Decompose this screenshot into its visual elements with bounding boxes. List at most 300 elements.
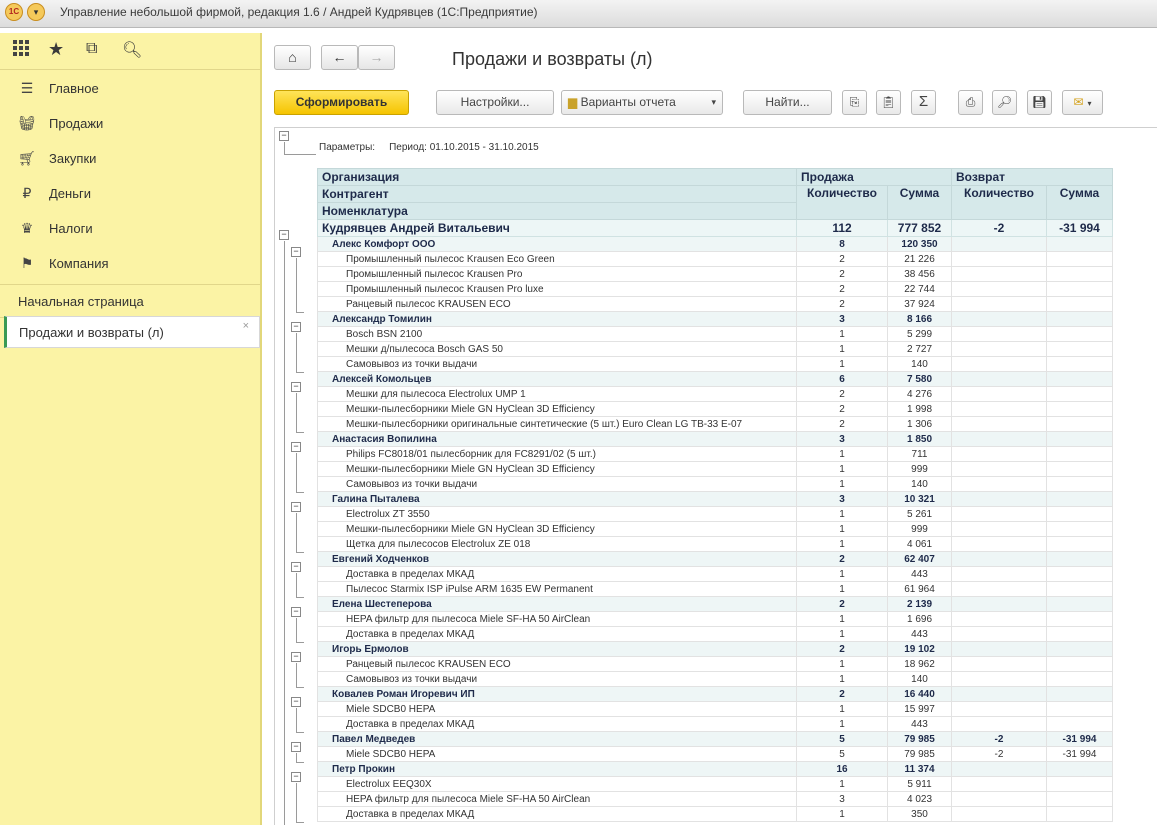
cell-sale-sum: 19 102 [888, 642, 952, 657]
settings-button[interactable]: Настройки... [436, 90, 554, 115]
cell-name: Philips FC8018/01 пылесборник для FC8291/02 (5 шт.) [318, 447, 797, 462]
print-button[interactable] [958, 90, 983, 115]
folder-icon: ▆ [568, 95, 578, 109]
cell-return-qty [952, 522, 1047, 537]
cell-name: Пылесос Starmix ISP iPulse ARM 1635 EW Permanent [318, 582, 797, 597]
cell-name: Петр Прокин [318, 762, 797, 777]
tree-line [296, 732, 304, 733]
cell-sale-sum: 2 139 [888, 597, 952, 612]
cell-sale-sum: 140 [888, 357, 952, 372]
cell-return-qty [952, 282, 1047, 297]
header-nomenclature: Номенклатура [318, 203, 797, 220]
basket-icon: 🧺︎ [18, 115, 36, 131]
cell-sale-qty: 1 [797, 582, 888, 597]
cell-return-qty [952, 672, 1047, 687]
cell-name: Ранцевый пылесос KRAUSEN ECO [318, 657, 797, 672]
cell-return-sum [1047, 612, 1113, 627]
org-sale-sum: 777 852 [888, 220, 952, 237]
cell-sale-qty: 1 [797, 672, 888, 687]
cell-sale-qty: 2 [797, 402, 888, 417]
sidebar-item-label: Закупки [49, 151, 97, 166]
cell-return-qty [952, 477, 1047, 492]
item-row[interactable] [318, 627, 1113, 642]
cell-return-sum [1047, 312, 1113, 327]
item-row[interactable] [318, 717, 1113, 732]
cell-return-qty [952, 582, 1047, 597]
cell-return-sum [1047, 447, 1113, 462]
favorites-star-icon[interactable]: ★ [48, 39, 65, 59]
cell-return-qty [952, 267, 1047, 282]
cell-sale-qty: 3 [797, 492, 888, 507]
cell-name: Промышленный пылесос Krausen Pro [318, 267, 797, 282]
cell-name: Промышленный пылесос Krausen Pro luxe [318, 282, 797, 297]
item-row[interactable] [318, 357, 1113, 372]
cell-return-sum [1047, 402, 1113, 417]
item-row[interactable] [318, 402, 1113, 417]
item-row[interactable] [318, 267, 1113, 282]
collapse-group-toggle[interactable]: − [291, 502, 301, 512]
cell-sale-qty: 2 [797, 267, 888, 282]
collapse-group-toggle[interactable]: − [291, 382, 301, 392]
cell-return-qty [952, 717, 1047, 732]
sidebar-item-company[interactable] [0, 245, 260, 280]
cell-sale-sum: 79 985 [888, 732, 952, 747]
sidebar-item-money[interactable] [0, 175, 260, 210]
item-row[interactable] [318, 522, 1113, 537]
item-row[interactable] [318, 582, 1113, 597]
header-org: Организация [318, 169, 797, 186]
cell-sale-sum: 350 [888, 807, 952, 822]
cell-sale-sum: 1 850 [888, 432, 952, 447]
cell-sale-sum: 11 374 [888, 762, 952, 777]
cell-sale-qty: 1 [797, 612, 888, 627]
cell-sale-qty: 2 [797, 642, 888, 657]
cell-sale-sum: 37 924 [888, 297, 952, 312]
sidebar-item-main[interactable] [0, 70, 260, 105]
cell-return-qty [952, 312, 1047, 327]
tree-line [296, 708, 297, 732]
tree-line [296, 372, 304, 373]
copy-button[interactable] [842, 90, 867, 115]
item-row[interactable] [318, 462, 1113, 477]
cell-sale-sum: 120 350 [888, 237, 952, 252]
cell-return-sum [1047, 702, 1113, 717]
cell-name: Елена Шестеперова [318, 597, 797, 612]
item-row[interactable] [318, 747, 1113, 762]
close-icon[interactable]: × [242, 320, 249, 332]
cell-sale-qty: 16 [797, 762, 888, 777]
cell-return-sum [1047, 387, 1113, 402]
cell-sale-sum: 61 964 [888, 582, 952, 597]
header-return: Возврат [952, 169, 1113, 186]
counterparty-row[interactable] [318, 642, 1113, 657]
cell-sale-sum: 999 [888, 462, 952, 477]
cell-return-qty [952, 627, 1047, 642]
cell-name: Доставка в пределах МКАД [318, 627, 797, 642]
cell-return-sum [1047, 627, 1113, 642]
preview-button[interactable] [992, 90, 1017, 115]
cell-return-qty [952, 702, 1047, 717]
item-row[interactable] [318, 792, 1113, 807]
sidebar-item-sales[interactable] [0, 105, 260, 140]
apps-grid-icon[interactable] [12, 39, 30, 62]
report-rows [318, 237, 1113, 822]
window-titlebar [0, 0, 1157, 28]
cell-sale-qty: 8 [797, 237, 888, 252]
chevron-down-icon: ▾ [711, 97, 716, 107]
org-total-row[interactable] [318, 220, 1113, 237]
cell-return-sum: -31 994 [1047, 747, 1113, 762]
item-row[interactable] [318, 387, 1113, 402]
floppy-disk-icon: 💾︎ [1031, 95, 1048, 109]
cell-return-sum [1047, 537, 1113, 552]
cell-return-sum: -31 994 [1047, 732, 1113, 747]
cell-sale-qty: 1 [797, 447, 888, 462]
cell-sale-qty: 1 [797, 342, 888, 357]
params-value: Период: 01.10.2015 - 31.10.2015 [389, 142, 539, 153]
cell-return-sum [1047, 282, 1113, 297]
home-page-label: Начальная страница [18, 294, 144, 309]
cell-sale-sum: 4 061 [888, 537, 952, 552]
report-table [317, 168, 1113, 822]
sidebar-item-purchases[interactable] [0, 140, 260, 175]
sidebar-item-label: Налоги [49, 221, 93, 236]
item-row[interactable] [318, 672, 1113, 687]
cell-sale-sum: 443 [888, 717, 952, 732]
cell-return-sum [1047, 477, 1113, 492]
cell-sale-qty: 1 [797, 777, 888, 792]
report-variants-dropdown[interactable] [561, 90, 723, 115]
sum-button[interactable] [911, 90, 936, 115]
cell-return-qty [952, 297, 1047, 312]
cell-return-qty [952, 387, 1047, 402]
page-title: Продажи и возвраты (л) [452, 49, 653, 69]
cell-sale-qty: 3 [797, 312, 888, 327]
cell-sale-sum: 62 407 [888, 552, 952, 567]
header-row [318, 169, 1113, 186]
tree-line [296, 642, 304, 643]
tree-line [296, 822, 304, 823]
cell-return-qty [952, 252, 1047, 267]
cell-sale-sum: 38 456 [888, 267, 952, 282]
item-row[interactable] [318, 282, 1113, 297]
cell-name: Мешки д/пылесоса Bosch GAS 50 [318, 342, 797, 357]
cell-sale-sum: 4 023 [888, 792, 952, 807]
item-row[interactable] [318, 417, 1113, 432]
item-row[interactable] [318, 477, 1113, 492]
collapse-group-toggle[interactable]: − [291, 562, 301, 572]
search-icon[interactable]: 🔍︎ [122, 42, 143, 59]
cell-sale-qty: 2 [797, 687, 888, 702]
header-row [318, 186, 1113, 203]
header-sale: Продажа [797, 169, 952, 186]
cell-return-sum [1047, 552, 1113, 567]
tree-line [296, 573, 297, 597]
cell-sale-sum: 79 985 [888, 747, 952, 762]
counterparty-row[interactable] [318, 237, 1113, 252]
paste-button[interactable] [876, 90, 901, 115]
tree-line [296, 453, 297, 492]
find-button[interactable]: Найти... [743, 90, 832, 115]
cell-return-qty [952, 597, 1047, 612]
collapse-group-toggle[interactable]: − [291, 742, 301, 752]
open-window-tab[interactable] [4, 316, 260, 348]
cell-return-sum [1047, 582, 1113, 597]
cell-sale-sum: 1 306 [888, 417, 952, 432]
ruble-coin-icon: ₽ [22, 185, 32, 201]
counterparty-row[interactable] [318, 597, 1113, 612]
collapse-group-toggle[interactable]: − [291, 772, 301, 782]
cell-return-qty [952, 507, 1047, 522]
window-title: Управление небольшой фирмой, редакция 1.6 / Андрей Кудрявцев (1С:Предприятие) [60, 5, 538, 19]
tree-line [296, 597, 304, 598]
main-content [264, 33, 1157, 825]
cell-sale-qty: 1 [797, 567, 888, 582]
home-button[interactable] [274, 45, 311, 70]
report-spreadsheet[interactable] [274, 127, 1157, 825]
cell-return-qty [952, 372, 1047, 387]
item-row[interactable] [318, 447, 1113, 462]
counterparty-row[interactable] [318, 552, 1113, 567]
envelope-icon: ✉ [1073, 95, 1084, 109]
tree-line [296, 783, 297, 822]
cell-sale-sum: 5 299 [888, 327, 952, 342]
cell-name: Miele SDCB0 HEPA [318, 702, 797, 717]
cell-name: Самовывоз из точки выдачи [318, 477, 797, 492]
cell-return-qty [952, 492, 1047, 507]
cell-sale-sum: 5 261 [888, 507, 952, 522]
cell-return-qty [952, 537, 1047, 552]
item-row[interactable] [318, 567, 1113, 582]
cell-name: Мешки-пылесборники Miele GN HyClean 3D Efficiency [318, 522, 797, 537]
org-sale-qty: 112 [797, 220, 888, 237]
send-email-button[interactable] [1062, 90, 1103, 115]
cell-sale-sum: 15 997 [888, 702, 952, 717]
cell-name: Electrolux EEQ30X [318, 777, 797, 792]
cell-sale-qty: 3 [797, 792, 888, 807]
cell-sale-qty: 1 [797, 507, 888, 522]
main-menu-icon[interactable]: ▾ [27, 3, 45, 21]
cell-name: Мешки для пылесоса Electrolux UMP 1 [318, 387, 797, 402]
item-row[interactable] [318, 807, 1113, 822]
cell-return-qty [952, 687, 1047, 702]
counterparty-row[interactable] [318, 312, 1113, 327]
cell-return-qty [952, 357, 1047, 372]
item-row[interactable] [318, 612, 1113, 627]
tree-line [296, 663, 297, 687]
cell-sale-sum: 10 321 [888, 492, 952, 507]
cell-sale-qty: 1 [797, 717, 888, 732]
cell-name: Доставка в пределах МКАД [318, 807, 797, 822]
counterparty-row[interactable] [318, 432, 1113, 447]
collapse-org-toggle[interactable]: − [279, 230, 289, 240]
cell-sale-qty: 2 [797, 297, 888, 312]
params-label: Параметры: [319, 142, 376, 153]
collapse-group-toggle[interactable]: − [291, 607, 301, 617]
arrow-right-icon: → [369, 49, 384, 65]
tree-line [296, 393, 297, 432]
cell-return-sum [1047, 807, 1113, 822]
cell-sale-qty: 2 [797, 282, 888, 297]
collapse-group-toggle[interactable]: − [291, 697, 301, 707]
cell-name: Доставка в пределах МКАД [318, 717, 797, 732]
forward-button[interactable] [358, 45, 395, 70]
generate-button[interactable]: Сформировать [274, 90, 409, 115]
cell-sale-qty: 1 [797, 657, 888, 672]
cell-sale-sum: 21 226 [888, 252, 952, 267]
item-row[interactable] [318, 297, 1113, 312]
counterparty-row[interactable] [318, 372, 1113, 387]
flag-icon: ⚑ [20, 255, 34, 271]
tree-line [296, 513, 297, 552]
cell-return-sum [1047, 267, 1113, 282]
app-logo-icon[interactable]: 1С [5, 3, 23, 21]
tree-line [284, 154, 316, 155]
back-button[interactable] [321, 45, 358, 70]
sidebar-item-label: Главное [49, 81, 99, 96]
cart-icon: 🛒︎ [18, 150, 36, 166]
cell-return-sum [1047, 372, 1113, 387]
cell-sale-qty: 1 [797, 807, 888, 822]
cell-return-qty [952, 567, 1047, 582]
header-sale-sum: Сумма [888, 186, 952, 220]
cell-sale-sum: 7 580 [888, 372, 952, 387]
cell-return-sum [1047, 777, 1113, 792]
cell-sale-sum: 4 276 [888, 387, 952, 402]
cell-name: Мешки-пылесборники оригинальные синтетические (5 шт.) Euro Clean LG TB-33 E-07 [318, 417, 797, 432]
cell-name: Галина Пыталева [318, 492, 797, 507]
item-row[interactable] [318, 777, 1113, 792]
cell-return-sum [1047, 762, 1113, 777]
tree-line [284, 142, 285, 154]
tree-line [296, 552, 304, 553]
cell-return-qty [952, 237, 1047, 252]
item-row[interactable] [318, 327, 1113, 342]
cell-name: HEPA фильтр для пылесоса Miele SF-HA 50 AirClean [318, 612, 797, 627]
cell-return-sum [1047, 357, 1113, 372]
cell-sale-sum: 140 [888, 477, 952, 492]
cell-return-sum [1047, 687, 1113, 702]
cell-return-sum [1047, 297, 1113, 312]
sidebar-item-label: Продажи [49, 116, 104, 131]
tree-line [284, 241, 285, 825]
collapse-params-toggle[interactable]: − [279, 131, 289, 141]
tree-line [296, 687, 304, 688]
menu-lines-icon: ☰ [20, 80, 34, 96]
chevron-down-icon: ▾ [1087, 99, 1092, 108]
cell-name: Ковалев Роман Игоревич ИП [318, 687, 797, 702]
cell-name: Miele SDCB0 HEPA [318, 747, 797, 762]
cell-name: Мешки-пылесборники Miele GN HyClean 3D Efficiency [318, 462, 797, 477]
cell-sale-sum: 16 440 [888, 687, 952, 702]
cell-return-sum [1047, 522, 1113, 537]
cell-name: HEPA фильтр для пылесоса Miele SF-HA 50 AirClean [318, 792, 797, 807]
item-row[interactable] [318, 252, 1113, 267]
counterparty-row[interactable] [318, 762, 1113, 777]
paste-icon: 📋︎ [880, 95, 897, 109]
cell-sale-qty: 1 [797, 537, 888, 552]
cell-name: Анастасия Вопилина [318, 432, 797, 447]
cell-sale-qty: 1 [797, 462, 888, 477]
counterparty-row[interactable] [318, 687, 1113, 702]
cell-sale-qty: 2 [797, 252, 888, 267]
item-row[interactable] [318, 657, 1113, 672]
tree-line [296, 312, 304, 313]
cell-return-sum [1047, 507, 1113, 522]
cell-sale-sum: 999 [888, 522, 952, 537]
cell-return-sum [1047, 432, 1113, 447]
cell-name: Самовывоз из точки выдачи [318, 357, 797, 372]
item-row[interactable] [318, 537, 1113, 552]
item-row[interactable] [318, 507, 1113, 522]
sidebar-home-page[interactable] [0, 285, 260, 318]
cell-return-sum [1047, 342, 1113, 357]
cell-sale-qty: 1 [797, 357, 888, 372]
home-icon: ⌂ [288, 49, 297, 65]
cell-sale-qty: 6 [797, 372, 888, 387]
cell-return-qty [952, 447, 1047, 462]
cell-return-sum [1047, 642, 1113, 657]
cell-return-sum [1047, 327, 1113, 342]
cell-sale-sum: 8 166 [888, 312, 952, 327]
cell-sale-sum: 2 727 [888, 342, 952, 357]
cell-return-qty [952, 417, 1047, 432]
cell-return-sum [1047, 597, 1113, 612]
cell-return-qty: -2 [952, 747, 1047, 762]
collapse-group-toggle[interactable]: − [291, 247, 301, 257]
cell-return-sum [1047, 462, 1113, 477]
cell-sale-sum: 5 911 [888, 777, 952, 792]
cell-return-qty [952, 402, 1047, 417]
preview-icon: 🔎︎ [996, 95, 1013, 109]
collapse-group-toggle[interactable]: − [291, 442, 301, 452]
sidebar-item-label: Компания [49, 256, 109, 271]
cell-name: Евгений Ходченков [318, 552, 797, 567]
header-return-qty: Количество [952, 186, 1047, 220]
counterparty-row[interactable] [318, 732, 1113, 747]
cell-return-sum [1047, 657, 1113, 672]
printer-icon: ⎙ [965, 95, 976, 109]
tree-line [296, 492, 304, 493]
item-row[interactable] [318, 342, 1113, 357]
item-row[interactable] [318, 702, 1113, 717]
cell-sale-sum: 22 744 [888, 282, 952, 297]
cell-return-qty [952, 327, 1047, 342]
collapse-group-toggle[interactable]: − [291, 322, 301, 332]
cell-return-sum [1047, 672, 1113, 687]
counterparty-row[interactable] [318, 492, 1113, 507]
cell-sale-sum: 18 962 [888, 657, 952, 672]
cell-return-qty [952, 642, 1047, 657]
cell-return-qty [952, 432, 1047, 447]
cell-return-qty [952, 552, 1047, 567]
org-return-sum: -31 994 [1047, 220, 1113, 237]
org-name: Кудрявцев Андрей Витальевич [318, 220, 797, 237]
save-button[interactable] [1027, 90, 1052, 115]
collapse-group-toggle[interactable]: − [291, 652, 301, 662]
cell-sale-sum: 711 [888, 447, 952, 462]
history-icon[interactable]: ⧉ [86, 40, 98, 57]
cell-sale-qty: 5 [797, 747, 888, 762]
cell-sale-qty: 1 [797, 522, 888, 537]
cell-return-sum [1047, 717, 1113, 732]
arrow-left-icon: ← [332, 49, 347, 65]
cell-name: Bosch BSN 2100 [318, 327, 797, 342]
sidebar-item-taxes[interactable] [0, 210, 260, 245]
org-return-qty: -2 [952, 220, 1047, 237]
tree-line [296, 333, 297, 372]
cell-sale-qty: 5 [797, 732, 888, 747]
